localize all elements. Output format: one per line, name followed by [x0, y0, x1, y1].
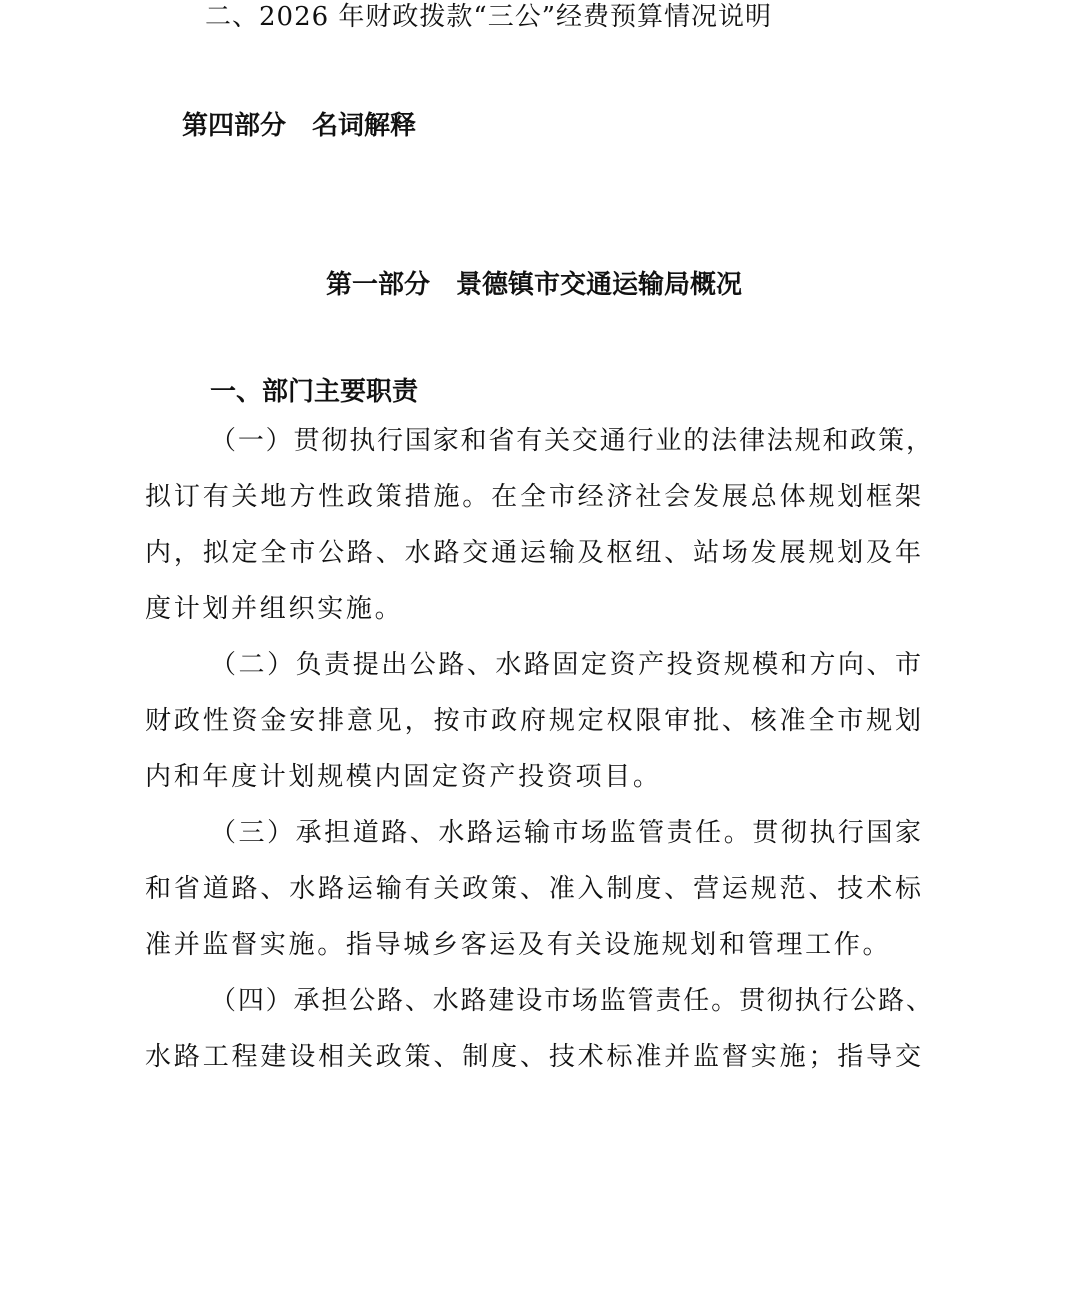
paragraph-line: 财政性资金安排意见，按市政府规定权限审批、核准全市规划 — [145, 706, 921, 736]
paragraph-line: 拟订有关地方性政策措施。在全市经济社会发展总体规划框架 — [145, 482, 921, 512]
paragraph-line: 准并监督实施。指导城乡客运及有关设施规划和管理工作。 — [145, 930, 892, 960]
toc-line: 二、2026 年财政拨款“三公”经费预算情况说明 — [205, 2, 773, 32]
paragraph-line: 水路工程建设相关政策、制度、技术标准并监督实施；指导交 — [145, 1042, 921, 1072]
part4-heading: 第四部分 名词解释 — [182, 111, 417, 141]
paragraph-line: （三）承担道路、水路运输市场监管责任。贯彻执行国家 — [210, 818, 921, 848]
paragraph-line: 和省道路、水路运输有关政策、准入制度、营运规范、技术标 — [145, 874, 921, 904]
paragraph-line: （二）负责提出公路、水路固定资产投资规模和方向、市 — [210, 650, 921, 680]
paragraph-line: （一）贯彻执行国家和省有关交通行业的法律法规和政策， — [210, 426, 932, 456]
paragraph-line: （四）承担公路、水路建设市场监管责任。贯彻执行公路、 — [210, 986, 932, 1016]
part1-heading: 第一部分 景德镇市交通运输局概况 — [326, 270, 743, 300]
section1-heading: 一、部门主要职责 — [210, 377, 419, 407]
paragraph-line: 内，拟定全市公路、水路交通运输及枢纽、站场发展规划及年 — [145, 538, 921, 568]
paragraph-line: 内和年度计划规模内固定资产投资项目。 — [145, 762, 662, 792]
paragraph-line: 度计划并组织实施。 — [145, 594, 404, 624]
